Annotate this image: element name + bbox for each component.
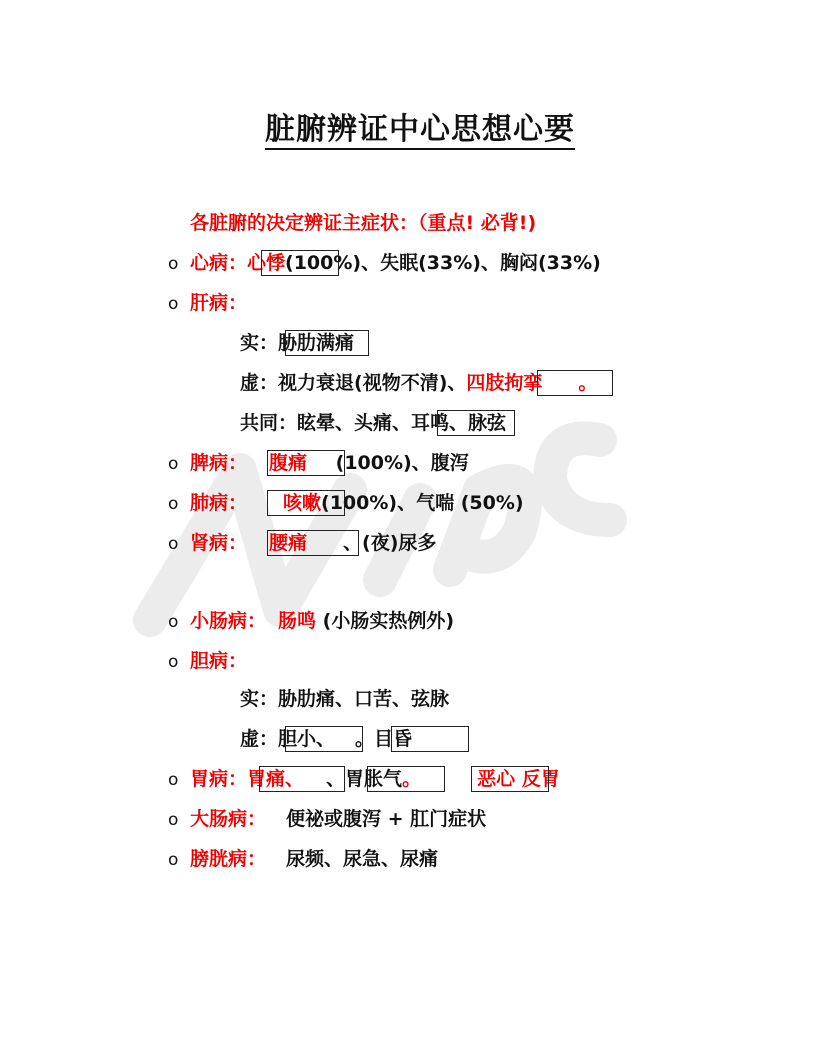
large-intestine-rest: 便祕或腹泻 + 肛门症状 bbox=[286, 808, 487, 830]
spleen-key-symptom: 腹痛 bbox=[269, 452, 308, 474]
answer-box bbox=[537, 370, 613, 396]
answer-box bbox=[471, 766, 549, 792]
heart-rest: (100%)、失眠(33%)、胸闷(33%) bbox=[285, 252, 601, 274]
gallbladder-label: 胆病： bbox=[190, 650, 248, 672]
gallbladder-shi-line bbox=[240, 686, 449, 712]
bladder-label: 膀胱病： bbox=[190, 848, 267, 870]
stomach-key-symptom: 恶心 bbox=[477, 768, 516, 790]
gallbladder-shi-text: 胁肋痛、口苦、弦脉 bbox=[278, 688, 450, 710]
bullet: o bbox=[168, 454, 179, 474]
liver-shi-text: 胁肋满痛 bbox=[278, 332, 355, 354]
lung-label: 肺病： bbox=[190, 492, 248, 514]
small-intestine-label: 小肠病： bbox=[190, 610, 267, 632]
page-title: 脏腑辨证中心思想心要 bbox=[0, 104, 816, 148]
liver-line bbox=[168, 290, 247, 317]
spleen-label: 脾病： bbox=[190, 452, 248, 474]
answer-box bbox=[391, 726, 469, 752]
stomach-text-4: 。 bbox=[402, 768, 422, 790]
large-intestine-line bbox=[168, 806, 486, 833]
liver-xu-text: 视力衰退(视物不清)、 bbox=[278, 372, 467, 394]
gallbladder-xu-mid: 。 bbox=[355, 728, 375, 750]
heart-key-symptom: 心悸 bbox=[247, 252, 286, 274]
heart-label: 心病： bbox=[190, 252, 248, 274]
bullet: o bbox=[168, 770, 179, 790]
liver-common-text: 眩晕、头痛、耳鸣、脉弦 bbox=[297, 412, 507, 434]
stomach-label: 胃病： bbox=[190, 768, 248, 790]
gallbladder-shi-label: 实： bbox=[240, 688, 279, 710]
liver-xu-label: 虚： bbox=[240, 372, 279, 394]
bullet: o bbox=[168, 494, 179, 514]
gallbladder-xu-text2: 目昏 bbox=[374, 728, 413, 750]
small-intestine-line bbox=[168, 608, 454, 635]
answer-box bbox=[285, 726, 363, 752]
bladder-rest: 尿频、尿急、尿痛 bbox=[286, 848, 439, 870]
kidney-key-symptom: 腰痛 bbox=[269, 532, 308, 554]
kidney-label: 肾病： bbox=[190, 532, 248, 554]
answer-box bbox=[267, 450, 345, 476]
large-intestine-label: 大肠病： bbox=[190, 808, 267, 830]
gallbladder-line bbox=[168, 648, 247, 675]
lung-key-symptom: 咳嗽 bbox=[283, 492, 322, 514]
bladder-line bbox=[168, 846, 438, 873]
answer-box bbox=[259, 766, 345, 792]
liver-common-label: 共同： bbox=[240, 412, 298, 434]
gallbladder-xu-label: 虚： bbox=[240, 728, 279, 750]
answer-box bbox=[267, 490, 345, 516]
stomach-text-2: 、 bbox=[326, 768, 346, 790]
bullet: o bbox=[168, 612, 179, 632]
bullet: o bbox=[168, 254, 179, 274]
answer-box bbox=[437, 410, 515, 436]
liver-xu-key: 四肢拘挛 bbox=[466, 372, 543, 394]
answer-box bbox=[261, 250, 339, 276]
answer-box bbox=[267, 530, 359, 556]
heart-line bbox=[168, 250, 601, 277]
bullet: o bbox=[168, 810, 179, 830]
lung-line bbox=[168, 490, 524, 517]
stomach-rest: 反胃 bbox=[515, 768, 560, 790]
liver-shi-label: 实： bbox=[240, 332, 279, 354]
small-intestine-rest: (小肠实热例外) bbox=[316, 610, 455, 632]
answer-box bbox=[285, 330, 369, 356]
bullet: o bbox=[168, 534, 179, 554]
kidney-rest: 、(夜)尿多 bbox=[343, 532, 437, 554]
stomach-text-3: 胃胀气 bbox=[345, 768, 403, 790]
stomach-text-1: 胃痛、 bbox=[247, 768, 305, 790]
liver-label: 肝病： bbox=[190, 292, 248, 314]
spleen-rest: (100%)、腹泻 bbox=[329, 452, 469, 474]
gallbladder-xu-text: 胆小、 bbox=[278, 728, 336, 750]
bullet: o bbox=[168, 652, 179, 672]
answer-box bbox=[367, 766, 445, 792]
bullet: o bbox=[168, 294, 179, 314]
intro-heading: 各脏腑的决定辨证主症状：（重点! 必背!) bbox=[190, 212, 537, 234]
lung-rest: (100%)、气喘 (50%) bbox=[321, 492, 524, 514]
liver-xu-end: 。 bbox=[578, 372, 598, 394]
small-intestine-key-symptom: 肠鸣 bbox=[278, 610, 317, 632]
bullet: o bbox=[168, 850, 179, 870]
